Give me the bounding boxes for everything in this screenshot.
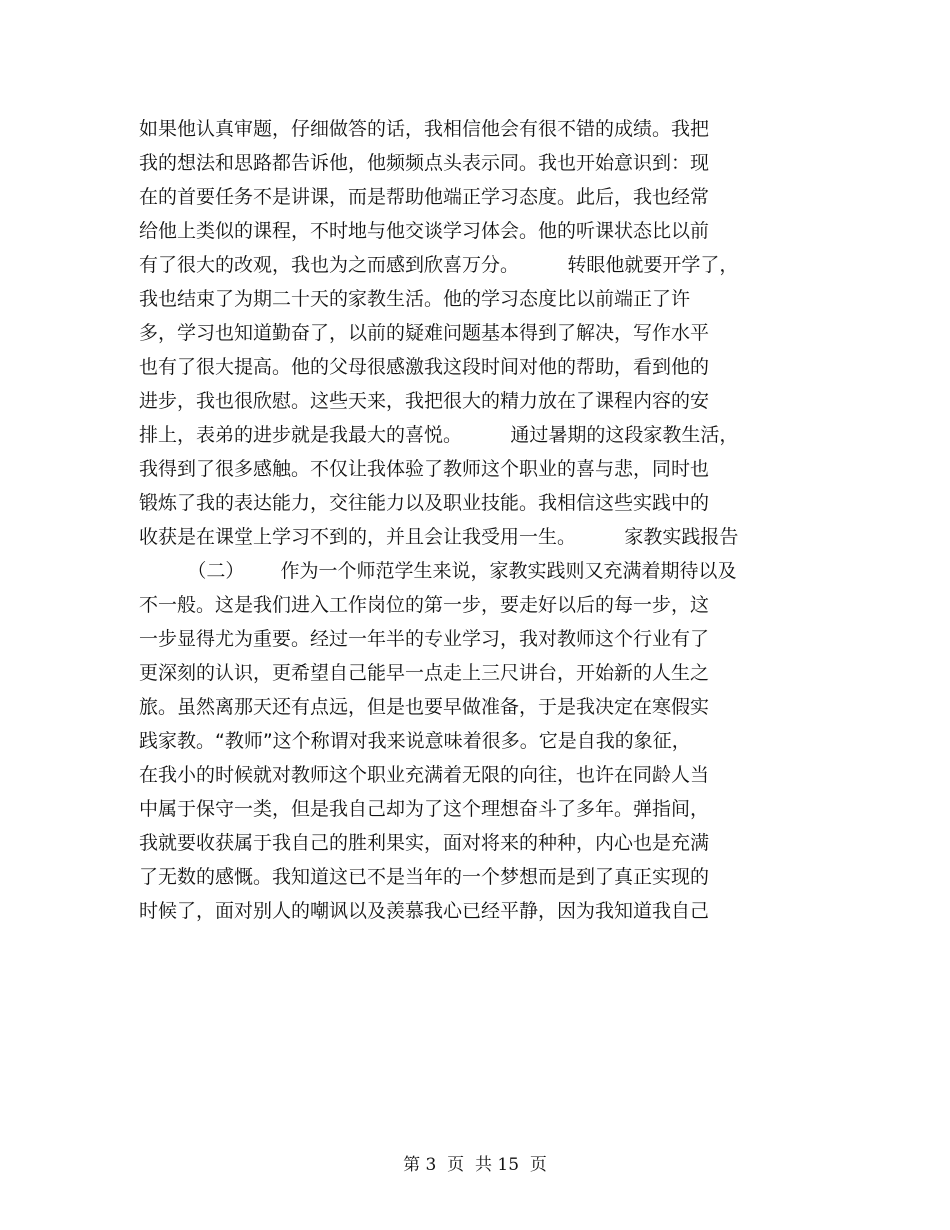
text-line: 锻炼了我的表达能力，交往能力以及职业技能。我相信这些实践中的 (139, 492, 710, 514)
text-line: 也有了很大提高。他的父母很感激我这段时间对他的帮助，看到他的 (139, 356, 710, 378)
text-line: 我的想法和思路都告诉他，他频频点头表示同。我也开始意识到：现 (139, 152, 710, 174)
text-line: 中属于保守一类，但是我自己却为了这个理想奋斗了多年。弹指间， (139, 798, 710, 820)
text-line: （二） 作为一个师范学生来说，家教实践则又充满着期待以及 (139, 560, 737, 582)
text-line: 在的首要任务不是讲课，而是帮助他端正学习态度。此后，我也经常 (139, 186, 710, 208)
page-number-footer: 第 3 页 共 15 页 (403, 1155, 547, 1175)
text-line: 给他上类似的课程，不时地与他交谈学习体会。他的听课状态比以前 (139, 220, 710, 242)
text-line: 一步显得尤为重要。经过一年半的专业学习，我对教师这个行业有了 (139, 628, 710, 650)
document-body (139, 112, 799, 928)
text-line: 了无数的感慨。我知道这已不是当年的一个梦想而是到了真正实现的 (139, 866, 710, 888)
text-line: 我也结束了为期二十天的家教生活。他的学习态度比以前端正了许 (139, 288, 691, 310)
text-line: 我得到了很多感触。不仅让我体验了教师这个职业的喜与悲，同时也 (139, 458, 710, 480)
text-line: 进步，我也很欣慰。这些天来，我把很大的精力放在了课程内容的安 (139, 390, 710, 412)
text-line: 旅。虽然离那天还有点远，但是也要早做准备，于是我决定在寒假实 (139, 696, 710, 718)
text-line: 践家教。“教师”这个称谓对我来说意味着很多。它是自我的象征， (139, 730, 691, 752)
text-line: 更深刻的认识，更希望自己能早一点走上三尺讲台，开始新的人生之 (139, 662, 710, 684)
text-line: 如果他认真审题，仔细做答的话，我相信他会有很不错的成绩。我把 (139, 118, 710, 140)
text-line: 收获是在课堂上学习不到的，并且会让我受用一生。 家教实践报告 (139, 526, 739, 548)
text-line: 排上，表弟的进步就是我最大的喜悦。 通过暑期的这段家教生活， (139, 424, 739, 446)
text-line: 在我小的时候就对教师这个职业充满着无限的向往，也许在同龄人当 (139, 764, 710, 786)
text-line: 有了很大的改观，我也为之而感到欣喜万分。 转眼他就要开学了， (139, 254, 739, 276)
text-line: 不一般。这是我们进入工作岗位的第一步，要走好以后的每一步，这 (139, 594, 710, 616)
text-line: 时候了，面对别人的嘲讽以及羡慕我心已经平静，因为我知道我自己 (139, 900, 710, 922)
text-line: 多，学习也知道勤奋了，以前的疑难问题基本得到了解决，写作水平 (139, 322, 710, 344)
text-line: 我就要收获属于我自己的胜利果实，面对将来的种种，内心也是充满 (139, 832, 710, 854)
